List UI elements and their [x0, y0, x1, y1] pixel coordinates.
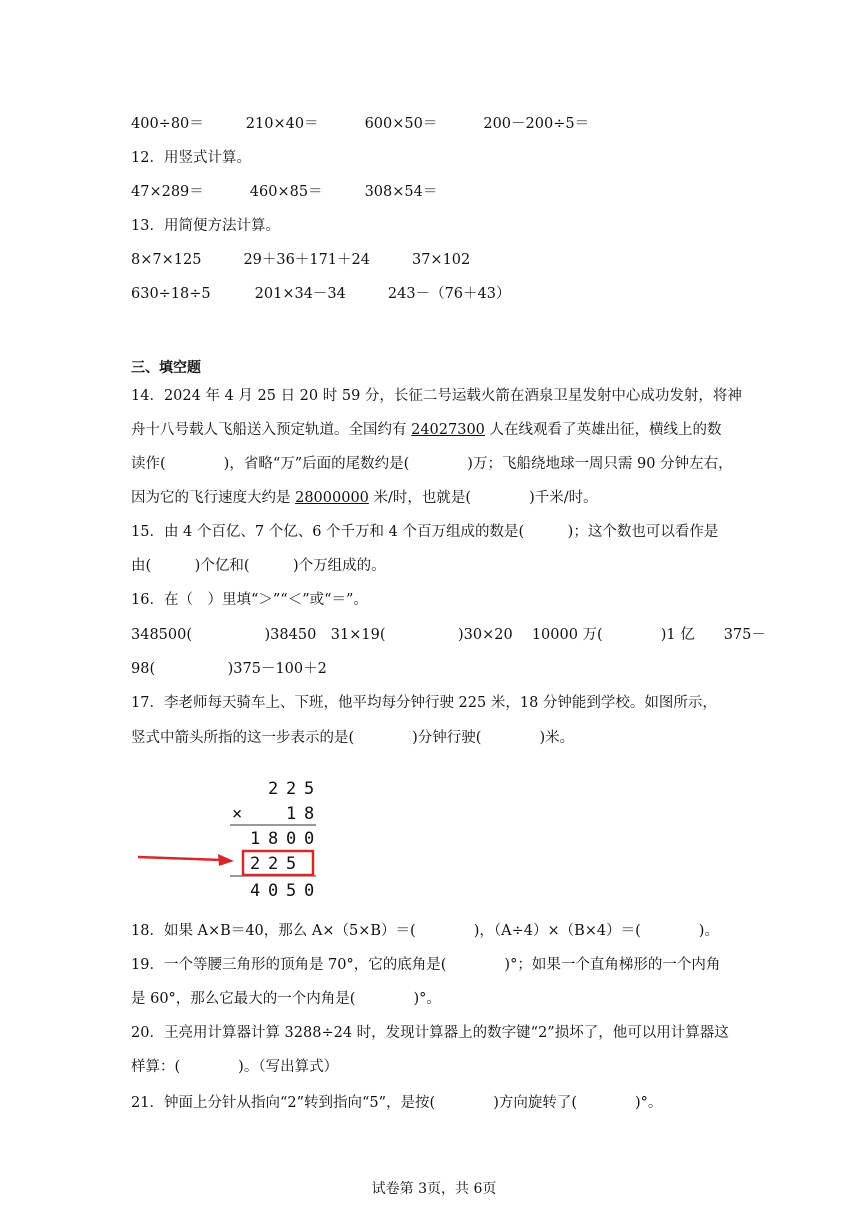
red-arrow-head [218, 854, 234, 866]
calc-digit: 1 [250, 829, 261, 849]
q13-expr-5: 201×34－34 [254, 286, 346, 302]
q13-expr-4: 630÷18÷5 [131, 286, 211, 302]
q11-expr-4: 200－200÷5＝ [483, 116, 590, 132]
q13-expression-row-2 [131, 284, 510, 304]
q16-line-2: 348500( )38450 31×19( )30×20 10000 万( )1 亿 375－ [131, 627, 766, 643]
q19-line-2: 是 60°，那么它最大的一个内角是( )°。 [131, 991, 441, 1007]
red-arrow-shaft [138, 857, 222, 860]
calc-digit: 0 [268, 881, 279, 901]
calc-digit: 2 [286, 779, 297, 799]
q14-line-4-b: 米/时，也就是( )千米/时。 [368, 490, 598, 506]
q14-underlined-number: 24027300 [411, 422, 485, 438]
q14-line-2-b: 人在线观看了英雄出征，横线上的数 [484, 422, 722, 438]
calc-digit: 2 [250, 854, 261, 874]
q11-expression-row [131, 114, 589, 134]
q20-line-2: 样算：( )。（写出算式） [131, 1059, 339, 1075]
q16-line-3: 98( )375－100＋2 [131, 661, 327, 677]
calc-digit: 5 [304, 779, 315, 799]
q14-line-2-a: 舟十八号载人飞船送入预定轨道。全国约有 [131, 422, 412, 438]
q14-line-1: 14．2024 年 4 月 25 日 20 时 59 分，长征二号运载火箭在酒泉卫星发射中心成功发射，将神 [131, 388, 742, 404]
q17-line-2: 竖式中箭头所指的这一步表示的是( )分钟行驶( )米。 [131, 730, 575, 746]
q14-line-2 [131, 420, 722, 440]
q12-expr-3: 308×54＝ [364, 184, 438, 200]
q11-expr-1: 400÷80＝ [131, 116, 204, 132]
calc-digit: 8 [268, 829, 279, 849]
q16-line-1: 16．在（ ）里填“＞”“＜”或“＝”。 [131, 592, 368, 608]
q13-expr-6: 243－（76＋43） [387, 286, 511, 302]
q15-line-2: 由( )个亿和( )个万组成的。 [131, 558, 386, 574]
q17-line-1: 17．李老师每天骑车上、下班，他平均每分钟行驶 225 米，18 分钟能到学校。如图所示， [131, 695, 717, 711]
q21-line: 21．钟面上分针从指向“2”转到指向“5”，是按( )方向旋转了( )°。 [131, 1095, 663, 1111]
calc-digit: 5 [286, 881, 297, 901]
calc-digit: 2 [268, 854, 279, 874]
q13-expr-1: 8×7×125 [131, 252, 202, 268]
q12-expression-row [131, 182, 437, 202]
q14-line-4 [131, 488, 598, 508]
q20-line-1: 20．王亮用计算器计算 3288÷24 时，发现计算器上的数字键“2”损坏了，他可以用计算器这 [131, 1025, 729, 1041]
q14-underlined-speed: 28000000 [295, 490, 369, 506]
q17-vertical-multiplication-figure [130, 772, 330, 904]
q11-expr-3: 600×50＝ [364, 116, 438, 132]
calc-digit: 0 [286, 829, 297, 849]
q19-line-1: 19．一个等腰三角形的顶角是 70°，它的底角是( )°；如果一个直角梯形的一个内角 [131, 957, 721, 973]
calc-digit: 0 [304, 881, 315, 901]
calc-digit: 0 [304, 829, 315, 849]
multiply-sign: × [232, 804, 243, 824]
calc-digit: 8 [304, 804, 315, 824]
q12-title: 12．用竖式计算。 [131, 150, 251, 166]
page-footer: 试卷第 3页，共 6页 [371, 1181, 497, 1197]
q15-line-1: 15．由 4 个百亿、7 个亿、6 个千万和 4 个百万组成的数是( )；这个数也可以看作是 [131, 524, 719, 540]
q12-expr-1: 47×289＝ [131, 184, 204, 200]
section-title-fill-in: 三、填空题 [131, 360, 201, 376]
q11-expr-2: 210×40＝ [245, 116, 319, 132]
calc-digit: 5 [286, 854, 297, 874]
q13-expr-3: 37×102 [411, 252, 471, 268]
q14-line-4-a: 因为它的飞行速度大约是 [131, 490, 296, 506]
q14-line-3: 读作( )，省略“万”后面的尾数约是( )万；飞船绕地球一周只需 90 分钟左右， [131, 456, 733, 472]
calc-digit: 1 [286, 804, 297, 824]
q13-expr-2: 29＋36＋171＋24 [243, 252, 370, 268]
calc-digit: 4 [250, 881, 261, 901]
q18-line: 18．如果 A×B＝40，那么 A×（5×B）＝( )，（A÷4）×（B×4）＝( )。 [131, 923, 719, 939]
q12-expr-2: 460×85＝ [249, 184, 323, 200]
q13-title: 13．用简便方法计算。 [131, 218, 280, 234]
calc-digit: 2 [268, 779, 279, 799]
q13-expression-row-1 [131, 250, 470, 270]
